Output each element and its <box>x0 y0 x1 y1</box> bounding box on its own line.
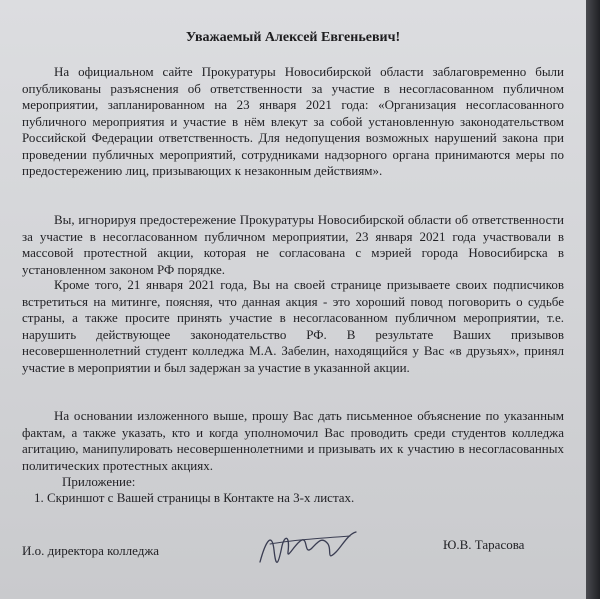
attachment-item: 1. Скриншот с Вашей страницы в Контакте на 3-х листах. <box>34 490 355 505</box>
signer-name: Ю.В. Тарасова <box>443 537 525 552</box>
paragraph-prosecutor-warning: На официальном сайте Прокуратуры Новосибирской области заблаговременно были опубликованы разъяснения об ответственности за участие в несогласованном публичном мероприятии, запланированном на 23 января 2021 года: «Организация несогласованного публичного мероприятия и участие в нём влекут за собой установленную законодательством Российской Федерации ответственность. Для недопущения возможных нарушений закона при проведении публичных мероприятий, сотрудниками надзорного органа принимаются меры по предостережению лиц, призывающих к незаконным действиям». <box>22 64 564 178</box>
paragraph-explanation-request: На основании изложенного выше, прошу Вас дать письменное объяснение по указанным фактам, а также указать, кто и когда уполномочил Вас проводить среди студентов колледжа агитацию, манипулировать несовершеннолетними и призывать их к участию в несогласованных политических протестных акциях. <box>22 408 564 473</box>
attachment-heading: Приложение: <box>62 474 136 489</box>
paragraph-protest-participation: Вы, игнорируя предостережение Прокуратуры Новосибирской области об ответственности за участие в несогласованном публичном мероприятии, 23 января 2021 года участвовали в массовой протестной акции, которая не согласована с мэрией города Новосибирска в установленном законом РФ порядке. <box>22 212 564 277</box>
letter-greeting: Уважаемый Алексей Евгеньевич! <box>185 30 401 45</box>
signer-position: И.о. директора колледжа <box>22 543 160 558</box>
handwritten-signature <box>252 522 362 572</box>
page-edge-shadow <box>586 0 600 599</box>
paragraph-social-media-calls: Кроме того, 21 января 2021 года, Вы на своей странице призываете своих подписчиков встретиться на митинге, поясняя, что данная акция - это хороший повод поговорить о судьбе страны, а также просите принять участие в несогласованном публичном мероприятии, т.е. нарушить действующее законодательство РФ. В результате Ваших призывов несовершеннолетний студент колледжа М.А. Забелин, находящийся у Вас «в друзьях», принял участие в мероприятии и был задержан за участие в указанной акции. <box>22 277 564 375</box>
